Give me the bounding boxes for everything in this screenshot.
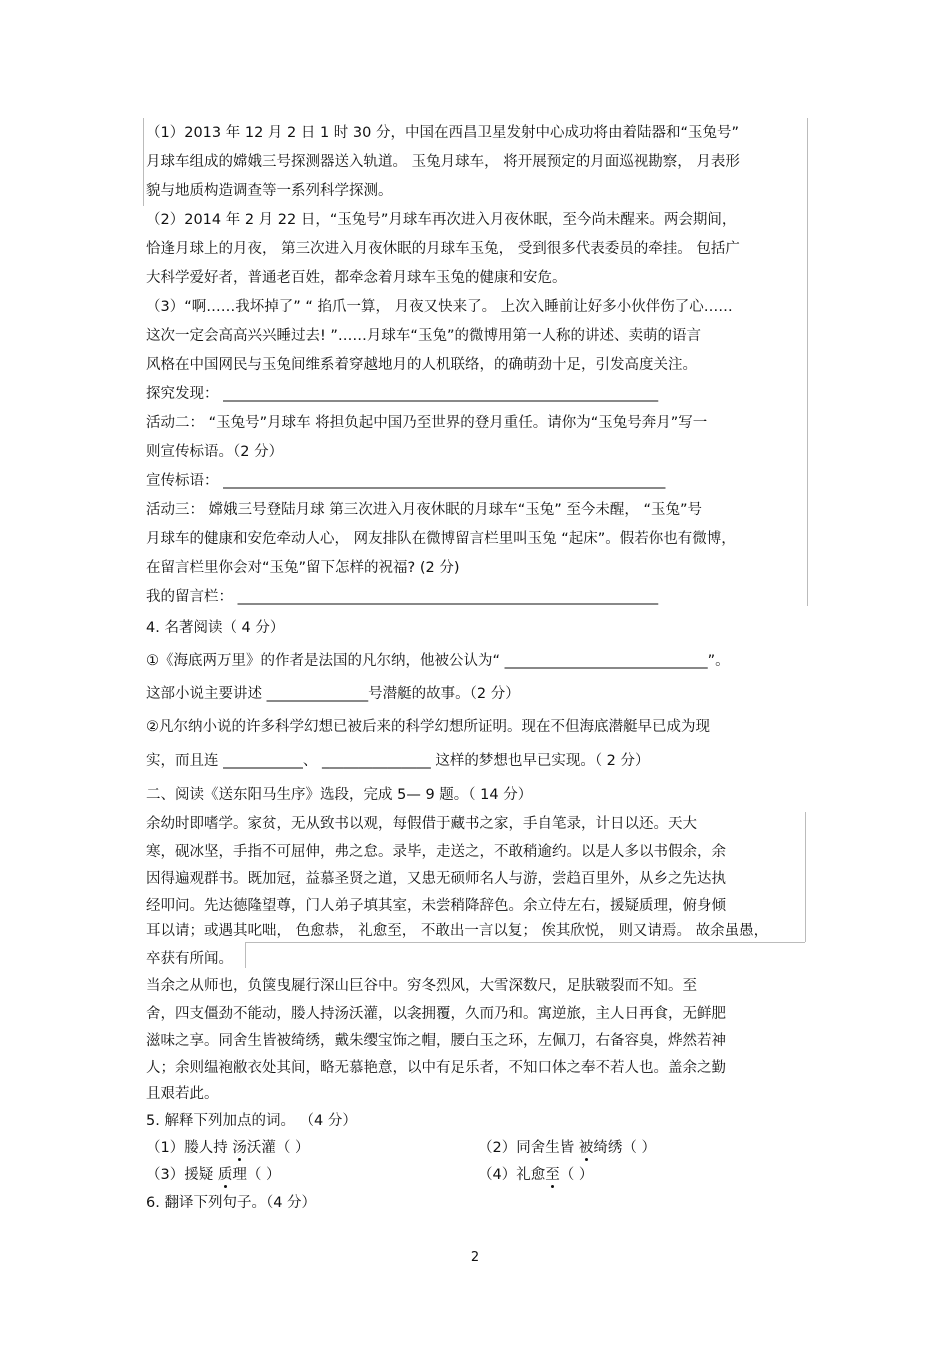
passage-line: 人；余则缊袍敝衣处其间，略无慕艳意，以中有足乐者，不知口体之奉不若人也。盖余之勤 [146,1060,726,1076]
q5-item-2-prefix: （2）同舍生皆 [478,1140,579,1156]
answer-line-discovery: 探究发现： ____________________________________________________________ [146,386,659,402]
text-line: ①《海底两万里》的作者是法国的凡尔纳，他被公认为“ ____________________________”。 [146,653,730,669]
text-line: 貌与地质构造调查等一系列科学探测。 [146,183,393,199]
q5-item-4 [478,1165,593,1185]
text-line: （1）2013 年 12 月 2 日 1 时 30 分，中国在西昌卫星发射中心成功将由着陆器和“玉兔号” [146,125,739,141]
q5-item-3 [146,1165,280,1185]
passage-line: 舍，四支僵劲不能动，媵人持汤沃灌，以衾拥覆，久而乃和。寓逆旅，主人日再食，无鲜肥 [146,1006,726,1022]
text-line: 实，而且连 ___________、 _______________ 这样的梦想也早已实现。（ 2 分） [146,753,650,769]
q5-item-3-suffix: 理（ ） [232,1167,281,1183]
passage-line: 滋味之享。同舍生皆被绮绣，戴朱缨宝饰之帽，腰白玉之环，左佩刀，右备容臭，烨然若神 [146,1033,726,1049]
passage-line: 因得遍观群书。既加冠，益慕圣贤之道，又患无硕师名人与游，尝趋百里外，从乡之先达执 [146,871,726,887]
answer-line-message: 我的留言栏： __________________________________________________________ [146,589,659,605]
box-border-right-top [807,118,808,606]
passage-line: 当余之从师也，负箧曳屣行深山巨谷中。穷冬烈风，大雪深数尺，足肤皲裂而不知。至 [146,978,697,994]
q5-item-2-suffix: 绮绣（ ） [593,1140,656,1156]
text-line: 则宣传标语。（2 分） [146,444,284,460]
question-5-title: 5. 解释下列加点的词。 （4 分） [146,1113,357,1129]
q5-item-1-prefix: （1）媵人持 [146,1140,233,1156]
section-two-title: 二、阅读《送东阳马生序》选段，完成 5— 9 题。（ 14 分） [146,787,533,803]
q5-item-4-suffix: （ ） [559,1167,594,1183]
text-line: 活动二： “玉兔号”月球车 将担负起中国乃至世界的登月重任。请你为“玉兔号奔月”写一 [146,415,708,431]
text-line: 恰逢月球上的月夜， 第三次进入月夜休眠的月球车玉兔， 受到很多代表委员的牵挂。 包括广 [146,241,740,257]
text-line: 月球车组成的嫦娥三号探测器送入轨道。 玉兔月球车， 将开展预定的月面巡视勘察， 月表形 [146,154,740,170]
q5-item-1-dotted-word: 汤 [232,1140,247,1156]
text-line: 大科学爱好者，普通老百姓，都牵念着月球车玉兔的健康和安危。 [146,270,567,286]
text-line: 在留言栏里你会对“玉兔”留下怎样的祝福? (2 分) [146,560,460,576]
q5-item-3-dotted-word: 质 [217,1167,233,1183]
q5-item-4-prefix: （4）礼愈 [478,1167,546,1183]
box-border-right-passage [805,812,806,942]
question-4-title: 4. 名著阅读（ 4 分） [146,620,285,636]
q5-item-2 [478,1138,656,1158]
text-line: 活动三： 嫦娥三号登陆月球 第三次进入月夜休眠的月球车“玉兔” 至今未醒， “玉兔”号 [146,502,702,518]
text-line: （2）2014 年 2 月 22 日，“玉兔号”月球车再次进入月夜休眠，至今尚未醒来。两会期间， [146,212,737,228]
text-line: 这次一定会高高兴兴睡过去! ”……月球车“玉兔”的微博用第一人称的讲述、卖萌的语言 [146,328,701,344]
answer-line-slogan: 宣传标语： _____________________________________________________________ [146,473,666,489]
q5-item-2-dotted-word: 被 [578,1140,594,1156]
q5-item-1 [146,1138,309,1158]
passage-line: 卒获有所闻。 [146,951,233,967]
page-number: 2 [470,1250,480,1265]
text-line: 月球车的健康和安危牵动人心， 网友排队在微博留言栏里叫玉兔 “起床”。假若你也有微博， [146,531,736,547]
q5-item-4-dotted-word: 至 [545,1167,560,1183]
text-line: （3）“啊……我坏掉了” “ 掐爪一算， 月夜又快来了。 上次入睡前让好多小伙伴伤了心…… [146,299,733,315]
q5-item-3-prefix: （3）援疑 [146,1167,218,1183]
passage-line: 经叩问。先达德隆望尊，门人弟子填其室，未尝稍降辞色。余立侍左右，援疑质理，俯身倾 [146,898,726,914]
box-border-bottom-passage [245,942,805,943]
q5-item-1-suffix: 沃灌（ ） [246,1140,310,1156]
text-line: 这部小说主要讲述 ______________号潜艇的故事。（2 分） [146,686,520,702]
text-line: ②凡尔纳小说的许多科学幻想已被后来的科学幻想所证明。现在不但海底潜艇早已成为现 [146,719,710,735]
passage-line: 寒，砚冰坚，手指不可屈伸，弗之怠。录毕，走送之，不敢稍逾约。以是人多以书假余，余 [146,844,726,860]
passage-line: 且艰若此。 [146,1086,219,1102]
passage-line: 余幼时即嗜学。家贫，无从致书以观，每假借于藏书之家，手自笔录，计日以还。天大 [146,816,697,832]
question-6-title: 6. 翻译下列句子。（4 分） [146,1195,317,1211]
passage-line: 耳以请；或遇其叱咄， 色愈恭， 礼愈至， 不敢出一言以复； 俟其欣悦， 则又请焉。 故余虽愚， [146,923,769,939]
text-line: 风格在中国网民与玉兔间维系着穿越地月的人机联络，的确萌劲十足，引发高度关注。 [146,357,697,373]
box-border-left-top [143,118,144,206]
box-border-notch [245,942,246,968]
